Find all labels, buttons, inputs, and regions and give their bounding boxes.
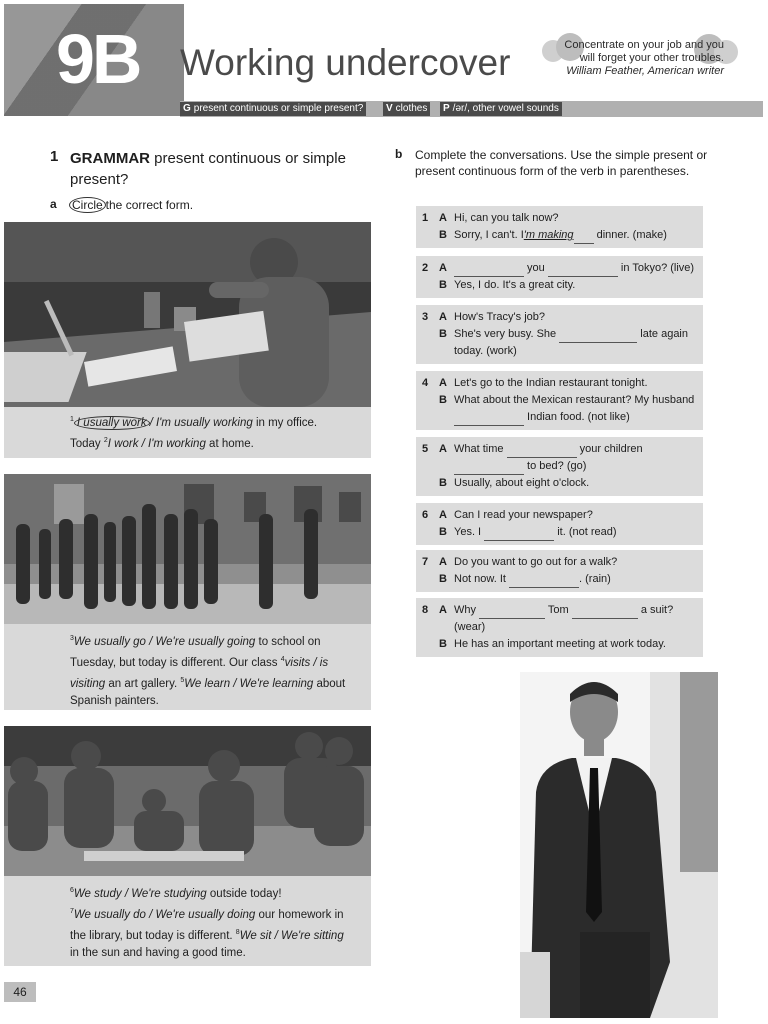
answer-blank[interactable] <box>559 331 637 343</box>
quote <box>534 39 724 78</box>
quote-author: William Feather, American writer <box>566 65 724 77</box>
answer-blank[interactable] <box>484 529 554 541</box>
photo-students-studying-outside <box>4 726 371 876</box>
answer-blank[interactable] <box>479 607 545 619</box>
unit-number-block <box>4 4 184 116</box>
conversation-8: 8 A Why Tom a suit? (wear) B He has an important meeting at work today. <box>416 598 703 657</box>
unit-number: 9B <box>56 20 140 98</box>
photo-man-working-laptop <box>4 222 371 407</box>
answer-blank[interactable] <box>572 607 638 619</box>
exercise-b-instructions: Complete the conversations. Use the simple present or present continuous form of the verb in parentheses. <box>415 148 708 178</box>
caption-2: $^3$We usually go / We're usually going to school on Tuesday, but today is different. Our class $^4$visits / is visiting an art gallery. $^5$We learn / We're learning about Spanish painters. <box>4 624 371 710</box>
conversation-7: 7 A Do you want to go out for a walk? B Not now. It . (rain) <box>416 550 703 592</box>
page-number: 46 <box>4 982 36 1002</box>
conversation-5: 5 A What time your children to bed? (go) B Usually, about eight o'clock. <box>416 437 703 496</box>
answer-blank[interactable] <box>454 463 524 475</box>
unit-title: Working undercover <box>180 42 511 83</box>
photo-man-in-suit <box>520 672 718 1018</box>
vocabulary-tag: V clothes <box>383 102 430 116</box>
circled-answer: I usually work <box>74 416 150 430</box>
example-answer: 'm making <box>523 229 574 241</box>
answer-blank[interactable] <box>507 446 577 458</box>
exercise-a-label: a <box>50 197 57 211</box>
exercise-b-label: b <box>395 147 403 161</box>
unit-header <box>0 0 768 116</box>
quote-line-1: Concentrate on your job and you <box>564 39 724 51</box>
grammar-tag: G present continuous or simple present? <box>180 102 366 116</box>
caption-1: $^1$ I usually work / I'm usually working in my office. Today $^2$I work / I'm working at home. <box>4 407 371 458</box>
section-number: 1 <box>50 148 59 165</box>
answer-blank[interactable] <box>548 265 618 277</box>
conversation-1: 1 A Hi, can you talk now? B Sorry, I can't. I'm making dinner. (make) <box>416 206 703 248</box>
caption-3: $^6$We study / We're studying outside today! $^7$We usually do / We're usually doing our homework in the library, but today is different. $^8$We sit / We're sitting in the sun and having a good time. <box>4 876 371 966</box>
quote-line-2: will forget your other troubles. <box>579 52 724 64</box>
conversation-6: 6 A Can I read your newspaper? B Yes. I it. (not read) <box>416 503 703 545</box>
section-title: GRAMMAR present continuous or simple present? <box>70 150 346 188</box>
photo-students-art-gallery <box>4 474 371 624</box>
conversation-2: 2 A you in Tokyo? (live) B Yes, I do. It's a great city. <box>416 256 703 298</box>
exercise-a-instructions: Circle the correct form. <box>69 197 193 213</box>
answer-blank[interactable] <box>454 414 524 426</box>
conversation-3: 3 A How's Tracy's job? B She's very busy. She late again today. (work) <box>416 305 703 364</box>
conversation-4: 4 A Let's go to the Indian restaurant tonight. B What about the Mexican restaurant? My husband Indian food. (not like) <box>416 371 703 430</box>
answer-blank[interactable] <box>509 576 579 588</box>
pronunciation-tag: P /ər/, other vowel sounds <box>440 102 562 116</box>
answer-blank[interactable] <box>574 232 594 244</box>
answer-blank[interactable] <box>454 265 524 277</box>
